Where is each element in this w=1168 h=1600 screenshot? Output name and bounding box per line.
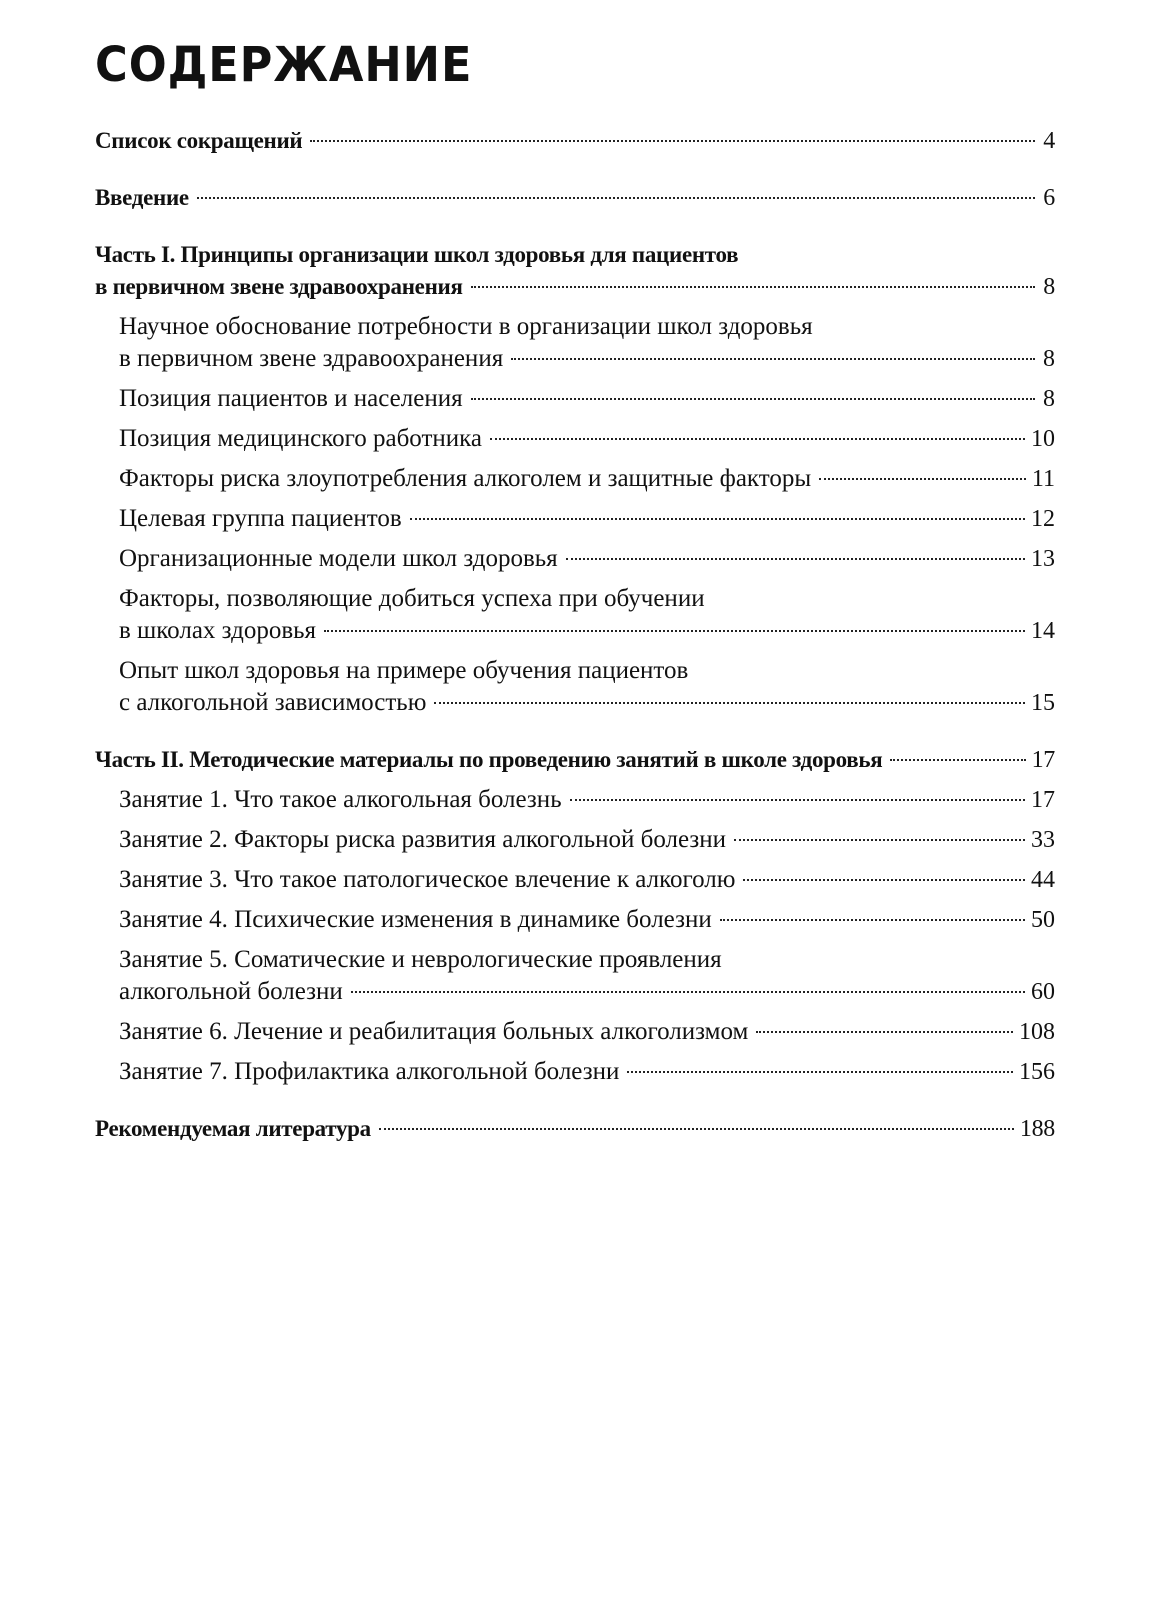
dot-leader: [566, 557, 1025, 560]
toc-page-number: 4: [1043, 128, 1055, 154]
toc-entry-text: Позиция медицинского работника: [119, 425, 483, 452]
dot-leader: [627, 1070, 1013, 1073]
toc-entry-introduction[interactable]: [95, 182, 1055, 214]
toc-entry-text: в первичном звене здравоохранения: [119, 345, 504, 372]
toc-entry-target-group[interactable]: [119, 503, 1055, 535]
toc-page-number: 60: [1031, 979, 1055, 1005]
toc-entry-text: Список сокращений: [95, 128, 303, 153]
toc-entry-school-experience[interactable]: [119, 655, 1055, 719]
toc-page-number: 33: [1031, 827, 1055, 853]
toc-entry-text: Занятие 1. Что такое алкогольная болезнь: [119, 786, 562, 813]
dot-leader: [471, 397, 1035, 400]
toc-entry-text: Организационные модели школ здоровья: [119, 545, 558, 572]
toc-entry-risk-factors[interactable]: [119, 463, 1055, 495]
toc-entry-text: с алкогольной зависимостью: [119, 689, 427, 716]
dot-leader: [743, 878, 1025, 881]
toc-entry-text-line1: Факторы, позволяющие добиться успеха при обучении: [119, 585, 705, 612]
toc-page-number: 188: [1019, 1116, 1055, 1142]
toc-entry-lesson-1[interactable]: [119, 784, 1055, 816]
toc-entry-lesson-2[interactable]: [119, 824, 1055, 856]
toc-entry-lesson-4[interactable]: [119, 904, 1055, 936]
page-title: СОДЕРЖАНИЕ: [95, 37, 473, 93]
toc-entry-medic-position[interactable]: [119, 423, 1055, 455]
toc-entry-text-line1: Часть I. Принципы организации школ здоровья для пациентов: [95, 242, 739, 267]
toc-page-number: 8: [1043, 386, 1055, 412]
toc-entry-text: Занятие 7. Профилактика алкогольной болезни: [119, 1058, 620, 1085]
toc-entry-references[interactable]: [95, 1113, 1055, 1145]
toc-entry-text: алкогольной болезни: [119, 978, 343, 1005]
toc-entry-text: в школах здоровья: [119, 617, 317, 644]
toc-entry-text: в первичном звене здравоохранения: [95, 274, 463, 299]
dot-leader: [379, 1127, 1014, 1130]
dot-leader: [720, 918, 1025, 921]
dot-leader: [890, 758, 1025, 761]
toc-entry-text-line1: Научное обоснование потребности в организации школ здоровья: [119, 313, 813, 340]
toc-page-number: 10: [1031, 426, 1055, 452]
dot-leader: [410, 517, 1025, 520]
toc-page-number: 8: [1043, 274, 1055, 300]
toc-page-number: 15: [1031, 690, 1055, 716]
toc-entry-lesson-3[interactable]: [119, 864, 1055, 896]
toc-entry-scientific-basis[interactable]: [119, 311, 1055, 375]
table-of-contents: [95, 125, 1055, 1145]
toc-page-number: 108: [1019, 1019, 1055, 1045]
toc-entry-text: Занятие 6. Лечение и реабилитация больных алкоголизмом: [119, 1018, 749, 1045]
dot-leader: [570, 798, 1025, 801]
toc-page-number: 17: [1031, 787, 1055, 813]
toc-page-number: 17: [1031, 747, 1055, 773]
toc-page-number: 13: [1031, 546, 1055, 572]
toc-entry-text: Часть II. Методические материалы по проведению занятий в школе здоровья: [95, 747, 883, 772]
toc-page-number: 44: [1031, 867, 1055, 893]
dot-leader: [324, 629, 1025, 632]
toc-entry-patient-position[interactable]: [119, 383, 1055, 415]
toc-page-number: 14: [1031, 618, 1055, 644]
toc-entry-text: Введение: [95, 185, 189, 210]
dot-leader: [511, 357, 1035, 360]
toc-page-number: 50: [1031, 907, 1055, 933]
dot-leader: [819, 477, 1026, 480]
toc-entry-text: Факторы риска злоупотребления алкоголем и защитные факторы: [119, 465, 812, 492]
toc-entry-text-line1: Занятие 5. Соматические и неврологические проявления: [119, 946, 722, 973]
toc-entry-part-1[interactable]: [95, 239, 1055, 303]
dot-leader: [351, 990, 1025, 993]
toc-page-number: 11: [1031, 466, 1055, 492]
dot-leader: [756, 1030, 1013, 1033]
toc-entry-lesson-7[interactable]: [119, 1056, 1055, 1088]
dot-leader: [471, 285, 1035, 288]
toc-page-number: 8: [1043, 346, 1055, 372]
toc-entry-text: Занятие 4. Психические изменения в динамике болезни: [119, 906, 712, 933]
toc-entry-abbreviations[interactable]: [95, 125, 1055, 157]
toc-entry-org-models[interactable]: [119, 543, 1055, 575]
toc-entry-text-line1: Опыт школ здоровья на примере обучения пациентов: [119, 657, 689, 684]
dot-leader: [310, 139, 1035, 142]
toc-entry-text: Занятие 2. Факторы риска развития алкогольной болезни: [119, 826, 727, 853]
toc-entry-text: Рекомендуемая литература: [95, 1116, 371, 1141]
toc-page-number: 156: [1019, 1059, 1055, 1085]
toc-entry-lesson-6[interactable]: [119, 1016, 1055, 1048]
dot-leader: [490, 437, 1025, 440]
toc-page: [95, 30, 1055, 1145]
toc-entry-text: Позиция пациентов и населения: [119, 385, 463, 412]
toc-page-number: 6: [1043, 185, 1055, 211]
dot-leader: [734, 838, 1025, 841]
dot-leader: [197, 196, 1035, 199]
toc-entry-lesson-5[interactable]: [119, 944, 1055, 1008]
toc-entry-text: Занятие 3. Что такое патологическое влечение к алкоголю: [119, 866, 736, 893]
toc-entry-text: Целевая группа пациентов: [119, 505, 402, 532]
dot-leader: [434, 701, 1025, 704]
toc-entry-success-factors[interactable]: [119, 583, 1055, 647]
toc-entry-part-2[interactable]: [95, 744, 1055, 776]
toc-page-number: 12: [1031, 506, 1055, 532]
